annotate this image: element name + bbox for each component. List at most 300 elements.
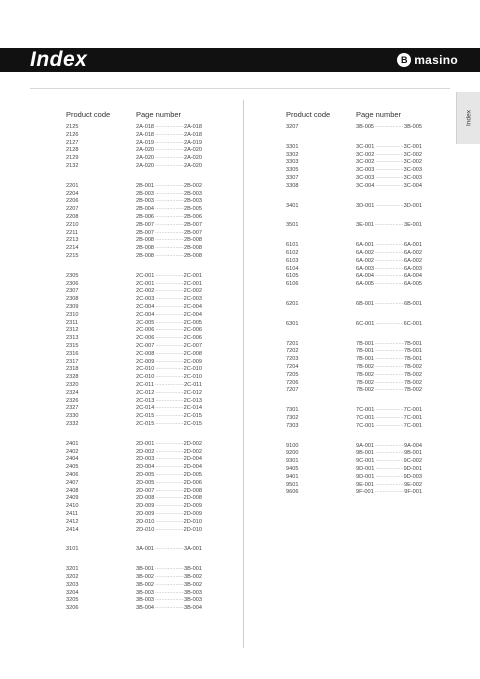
page-range (136, 296, 202, 303)
index-row (66, 288, 202, 295)
page-range (136, 441, 202, 448)
leader-dots (154, 374, 183, 381)
leader-dots (374, 152, 403, 159)
leader-dots (154, 335, 183, 342)
page-to: 2D-009 (183, 503, 202, 510)
page-to: 2D-009 (183, 511, 202, 517)
page-to: 2B-007 (183, 229, 202, 236)
page-to: 2C-006 (183, 335, 202, 342)
page-from: 7C-001 (356, 415, 375, 421)
page-from: 3B-002 (136, 581, 155, 588)
page-to: 2B-003 (183, 190, 202, 197)
product-code: 6103 (286, 257, 299, 264)
leader-dots (154, 382, 184, 389)
index-row (286, 266, 422, 273)
page-to: 3B-005 (403, 124, 422, 130)
page-range (136, 398, 202, 405)
page-range (136, 464, 202, 471)
page-to: 3E-001 (403, 222, 422, 229)
leader-dots (154, 480, 183, 487)
page-range (136, 312, 202, 319)
leader-dots (154, 574, 184, 581)
product-code: 7201 (286, 340, 299, 347)
page-range (356, 407, 422, 414)
index-row (286, 321, 422, 328)
page-to: 6A-005 (403, 281, 422, 288)
leader-dots (154, 237, 184, 244)
product-code: 2320 (66, 382, 79, 388)
page-from: 6A-002 (356, 257, 375, 264)
leader-dots (374, 144, 403, 151)
page-to: 2A-020 (183, 155, 202, 162)
leader-dots (374, 167, 403, 174)
index-row (66, 464, 202, 471)
page-to: 3B-004 (183, 605, 202, 612)
page-range (136, 503, 202, 510)
index-row (286, 415, 422, 422)
page-to: 7B-002 (403, 379, 422, 386)
product-code: 2201 (66, 182, 79, 189)
index-row (66, 320, 202, 327)
page-to: 7C-001 (403, 422, 422, 429)
leader-dots (374, 489, 405, 496)
page-to: 2C-011 (184, 382, 202, 388)
top-rule (30, 88, 450, 89)
product-code: 2210 (66, 221, 79, 228)
page-range (136, 421, 202, 428)
page-range (136, 245, 202, 252)
product-code: 2412 (66, 518, 79, 525)
product-code: 2306 (66, 280, 79, 287)
leader-dots (374, 348, 404, 355)
page-range (136, 327, 202, 334)
index-row (286, 482, 422, 489)
page-range (356, 380, 422, 387)
page-from: 2C-001 (136, 272, 155, 279)
page-from: 7B-002 (356, 364, 375, 370)
product-code: 2208 (66, 214, 79, 220)
index-row (66, 582, 202, 589)
page-range (136, 413, 202, 420)
page-from: 2C-009 (136, 358, 155, 365)
page-to: 7B-002 (403, 364, 422, 370)
product-code: 9401 (286, 473, 299, 480)
page-to: 3B-001 (183, 566, 202, 573)
page-from: 2B-007 (136, 229, 155, 236)
index-row (66, 441, 202, 448)
index-row (66, 245, 202, 252)
page-to: 3C-002 (403, 151, 422, 158)
product-code: 2324 (66, 389, 79, 396)
index-row (286, 250, 422, 257)
product-code: 2317 (66, 358, 79, 365)
page-range (136, 366, 202, 373)
leader-dots (374, 203, 403, 210)
column-header (66, 109, 181, 121)
page-from: 7B-002 (356, 379, 375, 386)
page-to: 7C-001 (403, 415, 422, 421)
index-row (66, 398, 202, 405)
page-range (136, 163, 202, 170)
page-to: 2B-002 (183, 182, 202, 189)
index-row (286, 167, 422, 174)
leader-dots (154, 597, 184, 604)
page-to: 6A-004 (403, 273, 422, 280)
page-range (356, 387, 422, 394)
product-code: 3206 (66, 605, 79, 612)
page-range (356, 144, 422, 151)
product-code: 2316 (66, 350, 79, 357)
page-from: 3C-001 (356, 143, 375, 150)
page-to: 2C-014 (183, 405, 202, 412)
page-from: 2D-010 (136, 526, 155, 533)
leader-dots (154, 304, 183, 311)
product-code: 2401 (66, 440, 79, 447)
product-code: 6105 (286, 273, 299, 280)
product-code: 2128 (66, 147, 79, 154)
index-row (286, 273, 422, 280)
page-range (356, 321, 422, 328)
page-range (136, 132, 202, 139)
page-to: 2D-008 (183, 487, 202, 494)
leader-dots (374, 281, 404, 288)
index-row (286, 450, 422, 457)
page-to: 2C-004 (183, 311, 202, 318)
page-to: 2B-008 (183, 237, 202, 244)
leader-dots (374, 387, 404, 394)
page-range (356, 250, 422, 257)
page-to: 3B-003 (183, 597, 202, 604)
page-range (136, 320, 202, 327)
product-code: 2204 (66, 190, 79, 197)
leader-dots (154, 456, 183, 463)
leader-dots (154, 163, 184, 170)
leader-dots (154, 495, 183, 502)
page-range (356, 258, 422, 265)
index-row (66, 198, 202, 205)
product-code: 2406 (66, 472, 79, 478)
leader-dots (154, 245, 184, 252)
page-from: 2C-013 (136, 397, 155, 404)
product-code: 2206 (66, 198, 79, 205)
index-row (286, 159, 422, 166)
product-code: 2215 (66, 253, 79, 259)
product-code: 2414 (66, 526, 79, 533)
page-from: 2B-001 (136, 182, 155, 189)
leader-dots (154, 421, 183, 428)
page-from: 3B-001 (136, 566, 155, 573)
leader-dots (154, 527, 183, 534)
product-code: 2332 (66, 421, 79, 427)
page-from: 2D-009 (136, 511, 155, 517)
page-from: 2D-005 (136, 479, 155, 486)
page-range (136, 374, 202, 381)
page-from: 2B-008 (136, 245, 155, 252)
product-code: 3308 (286, 182, 299, 189)
index-row (66, 222, 202, 229)
product-code: 2404 (66, 456, 79, 463)
page-to: 2C-001 (183, 272, 202, 279)
page-range (136, 597, 202, 604)
page-from: 3C-004 (356, 182, 375, 189)
leader-dots (374, 423, 403, 430)
index-row (66, 374, 202, 381)
page-from: 6B-001 (356, 301, 375, 307)
index-row (66, 566, 202, 573)
product-code: 2307 (66, 288, 79, 295)
page-to: 2D-006 (183, 479, 202, 486)
page-range (356, 159, 422, 166)
page-range (136, 527, 202, 534)
index-row (66, 147, 202, 154)
side-tab-index[interactable] (456, 92, 480, 144)
page-range (136, 183, 202, 190)
leader-dots (154, 413, 183, 420)
product-code: 9501 (286, 481, 299, 488)
product-code: 2213 (66, 237, 79, 244)
page-to: 2C-015 (183, 413, 202, 420)
index-row (66, 359, 202, 366)
page-to: 6A-003 (403, 265, 422, 272)
leader-dots (374, 159, 403, 166)
product-code: 6301 (286, 320, 299, 327)
index-row (66, 472, 202, 479)
page-from: 2B-006 (136, 214, 155, 220)
page-to: 3C-004 (403, 182, 422, 189)
page-range (136, 449, 202, 456)
product-code: 6104 (286, 265, 299, 272)
product-code: 3204 (66, 589, 79, 596)
leader-dots (374, 222, 404, 229)
leader-dots (154, 464, 183, 471)
page-to: 2C-013 (183, 397, 202, 404)
index-row (286, 258, 422, 265)
page-to: 2A-019 (183, 139, 202, 146)
page-to: 2D-008 (183, 495, 202, 502)
page-to: 3B-002 (183, 574, 202, 580)
index-row (66, 590, 202, 597)
product-code: 7204 (286, 364, 299, 370)
page-to: 2D-002 (183, 448, 202, 455)
leader-dots (374, 242, 404, 249)
index-row (66, 390, 202, 397)
page-to: 7B-001 (403, 348, 422, 355)
page-range (356, 341, 422, 348)
product-code: 2126 (66, 131, 79, 138)
page-from: 2B-003 (136, 198, 155, 205)
page-range (136, 191, 202, 198)
page-to: 3B-002 (183, 581, 202, 588)
leader-dots (154, 198, 184, 205)
page-range (356, 474, 422, 481)
leader-dots (154, 140, 184, 147)
page-range (136, 605, 202, 612)
product-code: 3202 (66, 574, 79, 580)
page-from: 2A-020 (136, 147, 155, 154)
product-code: 2207 (66, 206, 79, 213)
page-to: 2D-010 (183, 518, 202, 525)
column-header (286, 109, 401, 121)
index-row (66, 480, 202, 487)
leader-dots (374, 250, 404, 257)
index-row (66, 495, 202, 502)
page-from: 3C-003 (356, 175, 375, 181)
page-range (136, 214, 202, 221)
leader-dots (154, 327, 183, 334)
index-row (66, 503, 202, 510)
page-from: 2C-002 (136, 288, 155, 295)
leader-dots (374, 364, 404, 371)
page-range (136, 198, 202, 205)
page-from: 2C-015 (136, 413, 155, 420)
page-from: 2D-004 (136, 464, 155, 471)
page-to: 2C-010 (183, 366, 202, 373)
page-to: 2C-006 (183, 327, 202, 334)
index-row (286, 144, 422, 151)
page-range (136, 566, 202, 573)
product-code: 2315 (66, 343, 79, 349)
product-code: 6101 (286, 242, 299, 249)
page-to: 3C-002 (403, 159, 422, 166)
page-range (136, 124, 202, 131)
page-range (356, 175, 422, 182)
page-to: 9D-003 (403, 473, 422, 480)
leader-dots (154, 124, 184, 131)
page-to: 2A-020 (183, 163, 202, 169)
page-range (136, 472, 202, 479)
page-from: 2A-018 (136, 131, 155, 138)
page-from: 2D-003 (136, 456, 155, 463)
product-code: 2407 (66, 479, 79, 486)
product-code: 7207 (286, 387, 299, 394)
leader-dots (154, 132, 184, 139)
product-code: 2409 (66, 495, 79, 502)
product-code: 3401 (286, 202, 299, 209)
index-row (66, 421, 202, 428)
page-to: 6A-001 (403, 242, 422, 249)
leader-dots (154, 359, 183, 366)
leader-dots (154, 214, 184, 221)
leader-dots (154, 546, 184, 553)
page-range (136, 343, 202, 350)
page-range (136, 359, 202, 366)
product-code: 2328 (66, 374, 79, 381)
leader-dots (154, 398, 183, 405)
leader-dots (154, 566, 184, 573)
product-code: 2405 (66, 464, 79, 471)
product-code: 2127 (66, 139, 79, 146)
page-range (356, 273, 422, 280)
product-code: 7205 (286, 371, 299, 378)
page-range (136, 511, 202, 518)
page-range (356, 183, 422, 190)
page-from: 2D-002 (136, 448, 155, 455)
leader-dots (154, 320, 183, 327)
product-code: 2310 (66, 311, 79, 318)
product-code: 3305 (286, 167, 299, 174)
page-range (356, 266, 422, 273)
page-range (356, 356, 422, 363)
page-from: 7B-002 (356, 387, 375, 394)
product-code: 7303 (286, 422, 299, 429)
index-row (66, 597, 202, 604)
page-range (136, 382, 202, 389)
index-row (286, 423, 422, 430)
product-code: 3302 (286, 151, 299, 158)
index-row (66, 413, 202, 420)
leader-dots (154, 390, 183, 397)
page-from: 2C-005 (136, 319, 155, 326)
page-to: 2A-018 (183, 131, 202, 138)
page-range (136, 574, 202, 581)
page-range (136, 155, 202, 162)
brand-name: masino (414, 53, 458, 67)
index-column-right (286, 109, 422, 496)
index-row (286, 458, 422, 465)
product-code: 2402 (66, 448, 79, 455)
index-row (66, 163, 202, 170)
leader-dots (154, 405, 183, 412)
page-to: 2D-004 (183, 464, 202, 471)
brand-logo-icon: B (397, 53, 411, 67)
page-to: 9F-001 (404, 489, 422, 496)
index-row (66, 237, 202, 244)
leader-dots (154, 366, 183, 373)
page-to: 2C-008 (183, 350, 202, 357)
page-to: 7B-002 (403, 371, 422, 378)
index-row (66, 605, 202, 612)
page-to: 6A-002 (403, 250, 422, 256)
leader-dots (154, 503, 183, 510)
index-row (286, 341, 422, 348)
index-row (66, 546, 202, 553)
page-range (356, 450, 422, 457)
page-range (356, 281, 422, 288)
page-range (136, 582, 202, 589)
column-divider (243, 100, 244, 648)
page-range (136, 480, 202, 487)
page-to: 3B-003 (183, 589, 202, 596)
leader-dots (154, 230, 184, 237)
page-to: 2B-007 (183, 221, 202, 228)
product-code: 2308 (66, 296, 79, 303)
index-row (286, 372, 422, 379)
index-row (66, 574, 202, 581)
page-from: 2C-010 (136, 374, 155, 381)
page-from: 6A-005 (356, 281, 375, 288)
page-range (136, 281, 202, 288)
page-to: 2C-009 (183, 358, 202, 365)
product-code: 9100 (286, 442, 299, 449)
page-to: 9A-004 (403, 442, 422, 449)
index-row (66, 449, 202, 456)
product-code: 2318 (66, 366, 79, 373)
index-row (66, 405, 202, 412)
product-code: 9301 (286, 458, 299, 465)
index-row (66, 230, 202, 237)
leader-dots (374, 450, 404, 457)
index-row (66, 366, 202, 373)
index-row (286, 387, 422, 394)
page-range (136, 237, 202, 244)
index-row (66, 183, 202, 190)
leader-dots (154, 511, 183, 518)
page-from: 2B-004 (136, 206, 155, 213)
page-to: 9D-001 (403, 466, 422, 472)
page-to: 2D-005 (183, 472, 202, 478)
product-code: 2305 (66, 272, 79, 279)
page-from: 3B-002 (136, 574, 155, 580)
